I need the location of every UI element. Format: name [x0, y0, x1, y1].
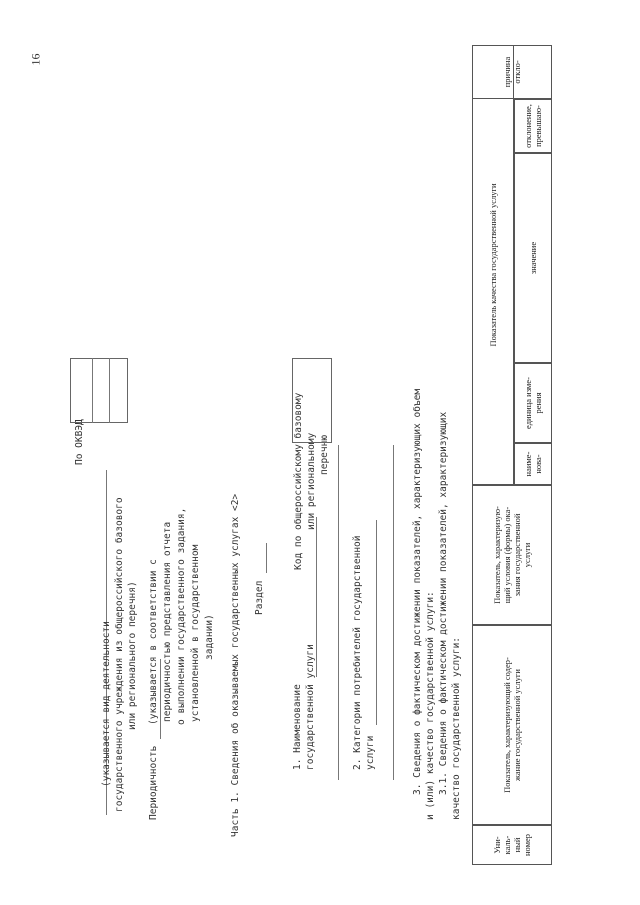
item1-underline — [316, 517, 317, 677]
table-col-unit: единица изме- рения — [514, 363, 552, 443]
item3-text-2: и (или) качество государственной услуги: — [425, 591, 436, 820]
item31-text-2: качество государственной услуги: — [451, 636, 462, 820]
table-col-value: значение — [514, 153, 552, 363]
section-label: Раздел — [254, 580, 265, 615]
item31-text-1: 3.1. Сведения о фактическом достижении показателей, характеризующих — [438, 411, 449, 795]
okved-box-divider-2 — [109, 358, 110, 423]
item1-underline-2 — [338, 445, 339, 780]
table-col-content: Показатель, характеризующий содер- жание государственной услуги — [472, 625, 552, 825]
periodicity-note-1: (указывается в соответствии с — [148, 559, 159, 725]
table-col-quality: Показатель качества государственной услуги — [472, 45, 514, 485]
periodicity-note-4: установленной в государственном — [190, 544, 201, 722]
periodicity-label: Периодичность — [148, 745, 159, 820]
okved-code-box — [70, 358, 128, 423]
table-col-conditions: Показатель, характеризую- щий условия (формы) ока- зания государственной услуги — [472, 485, 552, 625]
periodicity-note-2: периодичностью представления отчета — [162, 521, 173, 722]
okved-label: По ОКВЭД — [74, 419, 85, 465]
item2-label-1: 2. Категории потребителей государственной — [352, 535, 363, 770]
activity-note-line-1: (указывается вид деятельности — [101, 621, 112, 787]
part1-title: Часть 1. Сведения об оказываемых государственных услугах <2> — [230, 493, 241, 837]
activity-note-line-3: или регионального перечня) — [127, 581, 138, 730]
item3-text-1: 3. Сведения о фактическом достижении показателей, характеризующих объем — [412, 388, 423, 795]
item1-label-1: 1. Наименование — [292, 684, 303, 770]
page-number: 16 — [28, 53, 43, 66]
item2-label-2: услуги — [365, 735, 376, 770]
periodicity-underline — [160, 659, 161, 739]
periodicity-note-5: задании) — [204, 614, 215, 660]
code-label-1: Код по общероссийскому базовому — [293, 392, 304, 570]
item1-label-2: государственной услуги — [305, 644, 316, 770]
code-label-2: или региональному — [306, 432, 317, 530]
activity-note-line-2: государственного учреждения из общероссийского базового — [114, 497, 125, 812]
item2-underline-2 — [393, 445, 394, 780]
table-col-deviation: отклонение, превышаю- — [514, 99, 552, 153]
code-label-3: перечню — [319, 434, 330, 475]
table-col-name: наиме- нова- — [514, 443, 552, 485]
section-underline — [266, 543, 267, 573]
service-code-box — [292, 358, 332, 443]
table-col-reason: причина откло- — [472, 45, 552, 99]
table-col-unique: Уни- каль- ный номер — [472, 825, 552, 865]
item2-underline — [376, 520, 377, 725]
okved-box-divider-1 — [92, 358, 93, 423]
periodicity-note-3: о выполнении государственного задания, — [176, 507, 187, 725]
